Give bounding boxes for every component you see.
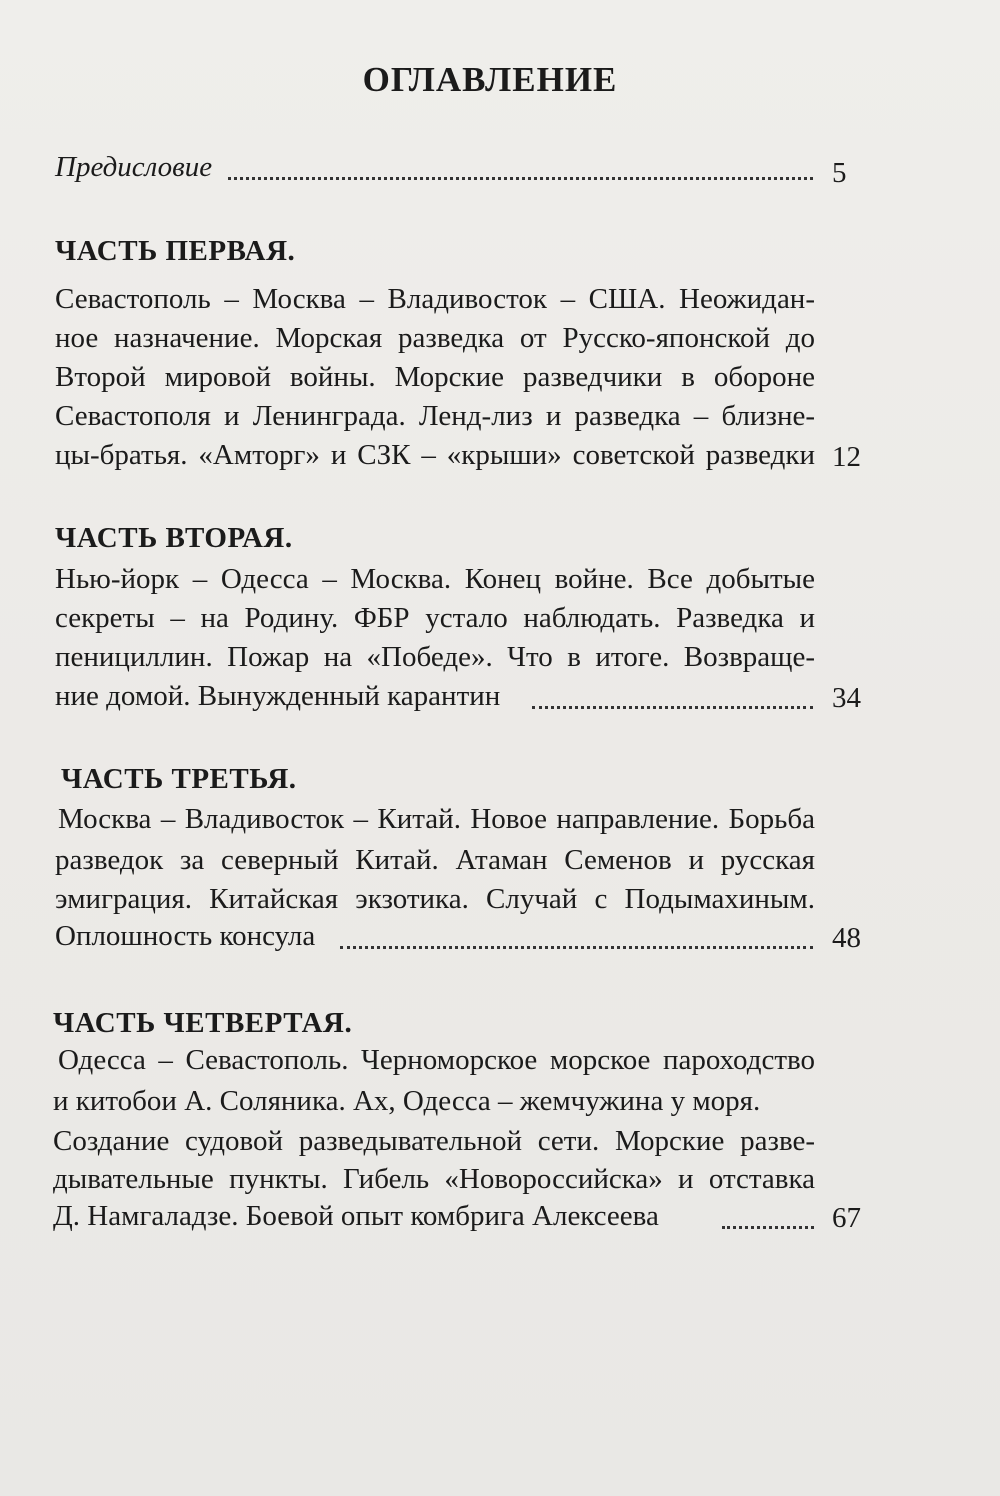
part-description-line: секреты – на Родину. ФБР устало наблюдать. Разведка и xyxy=(55,602,815,634)
part-description-line: ние домой. Вынужденный карантин xyxy=(55,680,501,712)
preface-label: Предисловие xyxy=(55,151,213,183)
part-description-line: Севастополя и Ленинграда. Ленд-лиз и разведка – близне- xyxy=(55,400,815,432)
part-page-number: 34 xyxy=(832,682,861,714)
dot-leader xyxy=(340,946,813,949)
part-description-line: цы-братья. «Амторг» и СЗК – «крыши» советской разведки xyxy=(55,439,815,471)
toc-title: ОГЛАВЛЕНИЕ xyxy=(362,60,618,99)
part-description-line: пенициллин. Пожар на «Победе». Что в итоге. Возвраще- xyxy=(55,641,815,673)
part-description-line: разведок за северный Китай. Атаман Семенов и русская xyxy=(55,844,815,876)
part-page-number: 48 xyxy=(832,922,861,954)
dot-leader xyxy=(532,706,813,709)
part-description-line: Создание судовой разведывательной сети. Морские разве- xyxy=(53,1125,815,1157)
dot-leader xyxy=(722,1226,814,1229)
part-page-number: 12 xyxy=(832,441,861,473)
part-description-line: и китобои А. Соляника. Ах, Одесса – жемчужина у моря. xyxy=(53,1085,761,1117)
part-description-line: Одесса – Севастополь. Черноморское морское пароходство xyxy=(58,1044,815,1076)
part-description-line: Севастополь – Москва – Владивосток – США. Неожидан- xyxy=(55,283,815,315)
part-description-line: дывательные пункты. Гибель «Новороссийска» и отставка xyxy=(53,1163,815,1195)
part-heading: ЧАСТЬ ТРЕТЬЯ. xyxy=(61,763,297,795)
part-page-number: 67 xyxy=(832,1202,861,1234)
part-description-line: Оплошность консула xyxy=(55,920,316,952)
part-description-line: эмиграция. Китайская экзотика. Случай с Подымахиным. xyxy=(55,883,815,915)
part-description-line: Д. Намгаладзе. Боевой опыт комбрига Алексеева xyxy=(53,1200,659,1232)
part-description-line: ное назначение. Морская разведка от Русско-японской до xyxy=(55,322,815,354)
part-description-line: Нью-йорк – Одесса – Москва. Конец войне. Все добытые xyxy=(55,563,815,595)
part-description-line: Второй мировой войны. Морские разведчики в обороне xyxy=(55,361,815,393)
part-heading: ЧАСТЬ ЧЕТВЕРТАЯ. xyxy=(53,1007,353,1039)
dot-leader xyxy=(228,177,813,180)
preface-page-number: 5 xyxy=(832,157,847,189)
part-heading: ЧАСТЬ ВТОРАЯ. xyxy=(55,522,293,554)
part-description-line: Москва – Владивосток – Китай. Новое направление. Борьба xyxy=(58,803,815,835)
part-heading: ЧАСТЬ ПЕРВАЯ. xyxy=(55,235,296,267)
